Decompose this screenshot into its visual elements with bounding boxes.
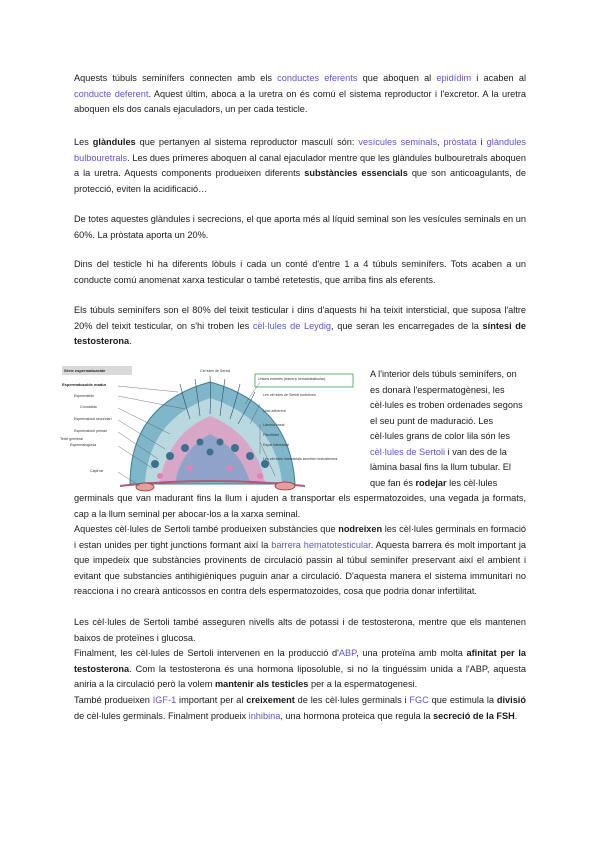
link-glandules-bulbouretrals[interactable]: glàndules bulbouretrals [74,137,527,163]
link-epididim[interactable]: epidídim [436,73,472,83]
paragraph-conductes: Aquests túbuls seminífers connecten amb els conductes eferents que aboquen al epidídim i acaben al conducte deferent. Aquest últim, aboca a la uretra on és comú el sistema reproductor i l'excretor. A la uretra aboquen els dos canals ejaculadors, un per cada testicle. [74,73,527,114]
label-espermatocit-secundari: Espermatòcit secundari [74,417,112,421]
link-cellules-sertoli[interactable]: cèl·lules de Sertoli [370,446,446,457]
paragraph-igf: També produeixen IGF-1 important per al creixement de les cèl·lules germinals i FGC que estimula la divisió de cèl·lules germinals. Finalment produeix inhibina, una hormona proteica que regula la secreció de la FSH. [74,695,526,721]
label-espai-intersticial: Espai intersticial [263,443,289,447]
label-unions-estretes: Unions estretes (barrera hematotesticular) [258,377,326,381]
link-igf-1[interactable]: IGF-1 [152,695,177,705]
link-conducte-deferent[interactable]: conducte deferent [74,88,149,99]
label-espermatide: Espermàtide [74,394,95,398]
label-capil-lar: Capil·lar [90,469,104,473]
paragraph-liquid-seminal: De totes aquestes glàndules i secrecions, el que aporta més al líquid seminal son les vesícules seminals en un 60%. La pròstata aporta un 20%. [74,214,526,240]
label-sertoli-nodreixen: Les cèl·lules de Sertoli nodreixen [263,393,316,397]
paragraph-abp: Finalment, les cèl·lules de Sertoli intervenen en la producció d'ABP, una proteïna amb molta afinitat per la testosterona. Com la testosterona és una hormona liposoluble, si no la tinguéssim unida a l'ABP, aquesta aniria a la circulació però la volem mantenir als testicles per a la espermatogenesi. [74,648,526,689]
label-unio-adherent: Unió adherent [263,409,286,413]
label-cromatida: Cromàtida [80,405,97,409]
link-abp[interactable]: ABP [338,648,357,658]
link-fgc[interactable]: FGC [409,695,429,705]
paragraph-leydig: Els túbuls seminífers son el 80% del teixit testicular i dins d'aquests hi ha teixit intersticial, que suposa l'altre 20% del teixit testicular, on s'hi troben les cèl·lules de Leydig, que seran les encarregades de la síntesi de testosterona. [74,305,526,346]
paragraph-barrera: Aquestes cèl·lules de Sertoli també produeixen substàncies que nodreixen les cèl·lules germinals en formació i estan unides per tight junctions formant així la barrera hematotesticular. Aquesta barrera és molt important ja que impedeix que substàncies provinents de circulació passin al túbul seminífer preservant així el ambient i evitant que substancies antihigièniques puguin anar a circulació. D'aquesta manera el sistema immunitari no reacciona i no crearà anticossos en contra dels espermatozoides, cosa que podria donar infertilitat. [74,524,527,596]
paragraph-germinals: germinals que van madurant fins la llum i ajuden a transportar els espermatozoides, una vegada ja formats, cap a la llum seminal per abocar-los a la xarxa seminal. [74,493,526,519]
link-prostata[interactable]: pròstata [443,137,477,147]
label-intersticials-testosterona: Les cèl·lules intersticials secreten testosterona [263,457,338,461]
link-barrera-hematotesticular[interactable]: barrera hematotesticular [271,539,371,550]
link-cellules-leydig[interactable]: cèl·lules de Leydig [252,320,332,331]
figure-header: Sèrie espermatozoide [64,368,106,373]
label-cellules-sertoli: Cèl·lules de Sertoli [200,369,231,373]
label-teixit-germinal: Teixit germinal [60,437,83,441]
label-espermatozoide-madur: Espermatozoide madur [62,382,107,387]
paragraph-sertoli-intro: A l'interior dels túbuls seminífers, on es donarà l'espermatogènesi, les cèl·lules es troben ordenades segons el seu punt de maduració. Les cèl·lules grans de color lila són les cèl·lules de Sertoli i van des de la làmina basal fins la llum tubular. El que fan és rodejar les cèl·lules [370,369,523,488]
paragraph-nivells: Les cèl·lules de Sertoli també asseguren nivells alts de potassi i de testosterona, mentre que els mantenen baixos de proteïnes i glucosa. [74,617,526,643]
label-espermatocit-primari: Espermatòcit primari [74,429,107,433]
link-vesicules-seminals[interactable]: vesícules seminals [358,137,437,147]
paragraph-glandules: Les glàndules que pertanyen al sistema reproductor masculí són: vesícules seminals, pròstata i glàndules bulbouretrals. Les dues primeres aboquen al canal ejaculador mentre que les glàndules bulbouretrals aboquen a la uretra. Aquests components produeixen diferents substàncies essencials que son anticoagulants, de protecció, eviten la acidificació… [74,137,527,194]
label-lamina-basal: Làmina basal [263,423,285,427]
link-inhibina[interactable]: inhibina [248,710,281,721]
paragraph-lobuls: Dins del testicle hi ha diferents lòbuls i cada un conté d'entre 1 a 4 túbuls seminífers. Tots acaben a un conducte comú anomenat xarxa testicular o també retetestis, que arriba fins als eferents. [74,259,526,285]
label-espermatogonia: Espermatogònia [70,443,97,447]
label-fibroblast: Fibroblast [263,433,279,437]
seminiferous-tubule-figure [60,364,365,492]
link-conductes-eferents[interactable]: conductes eferents [277,73,358,83]
